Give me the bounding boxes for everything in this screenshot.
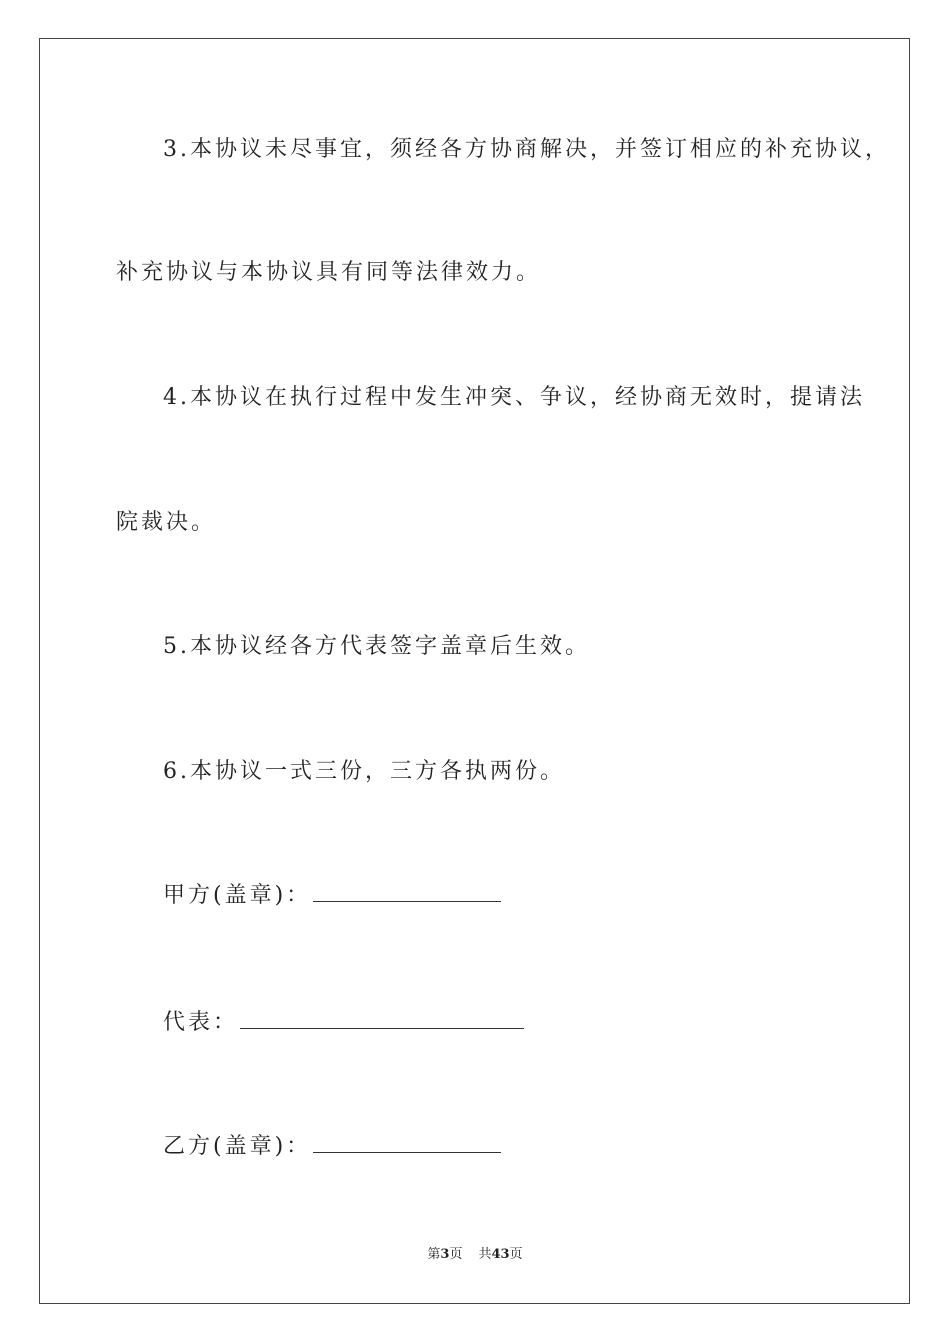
clause-5-line-1: 5.本协议经各方代表签字盖章后生效。 <box>163 634 590 659</box>
clause-6-line-1: 6.本协议一式三份，三方各执两份。 <box>163 759 565 784</box>
footer-total-suffix: 页 <box>509 1247 523 1262</box>
page-footer <box>0 1246 950 1264</box>
signature-party-a <box>163 881 501 911</box>
signature-party-b-label: 乙方(盖章)： <box>163 1134 312 1159</box>
signature-representative <box>163 1008 524 1038</box>
footer-total-prefix: 共 <box>478 1247 492 1262</box>
signature-party-a-blank[interactable] <box>313 881 501 902</box>
clause-4-line-1: 4.本协议在执行过程中发生冲突、争议，经协商无效时，提请法 <box>163 385 865 410</box>
signature-party-b <box>163 1132 501 1162</box>
clause-3-line-1: 3.本协议未尽事宜，须经各方协商解决，并签订相应的补充协议， <box>163 137 890 162</box>
clause-3-line-2: 补充协议与本协议具有同等法律效力。 <box>116 260 542 285</box>
footer-page-prefix: 第 <box>427 1247 441 1262</box>
footer-total-pages: 43 <box>491 1247 510 1262</box>
clause-4-line-2: 院裁决。 <box>116 510 217 535</box>
signature-representative-label: 代表： <box>163 1010 239 1035</box>
footer-page-number: 3 <box>440 1247 450 1262</box>
signature-party-b-blank[interactable] <box>313 1132 501 1153</box>
signature-representative-blank[interactable] <box>240 1008 524 1029</box>
signature-party-a-label: 甲方(盖章)： <box>163 883 312 908</box>
footer-page-suffix: 页 <box>449 1247 463 1262</box>
page-border <box>39 38 910 1304</box>
